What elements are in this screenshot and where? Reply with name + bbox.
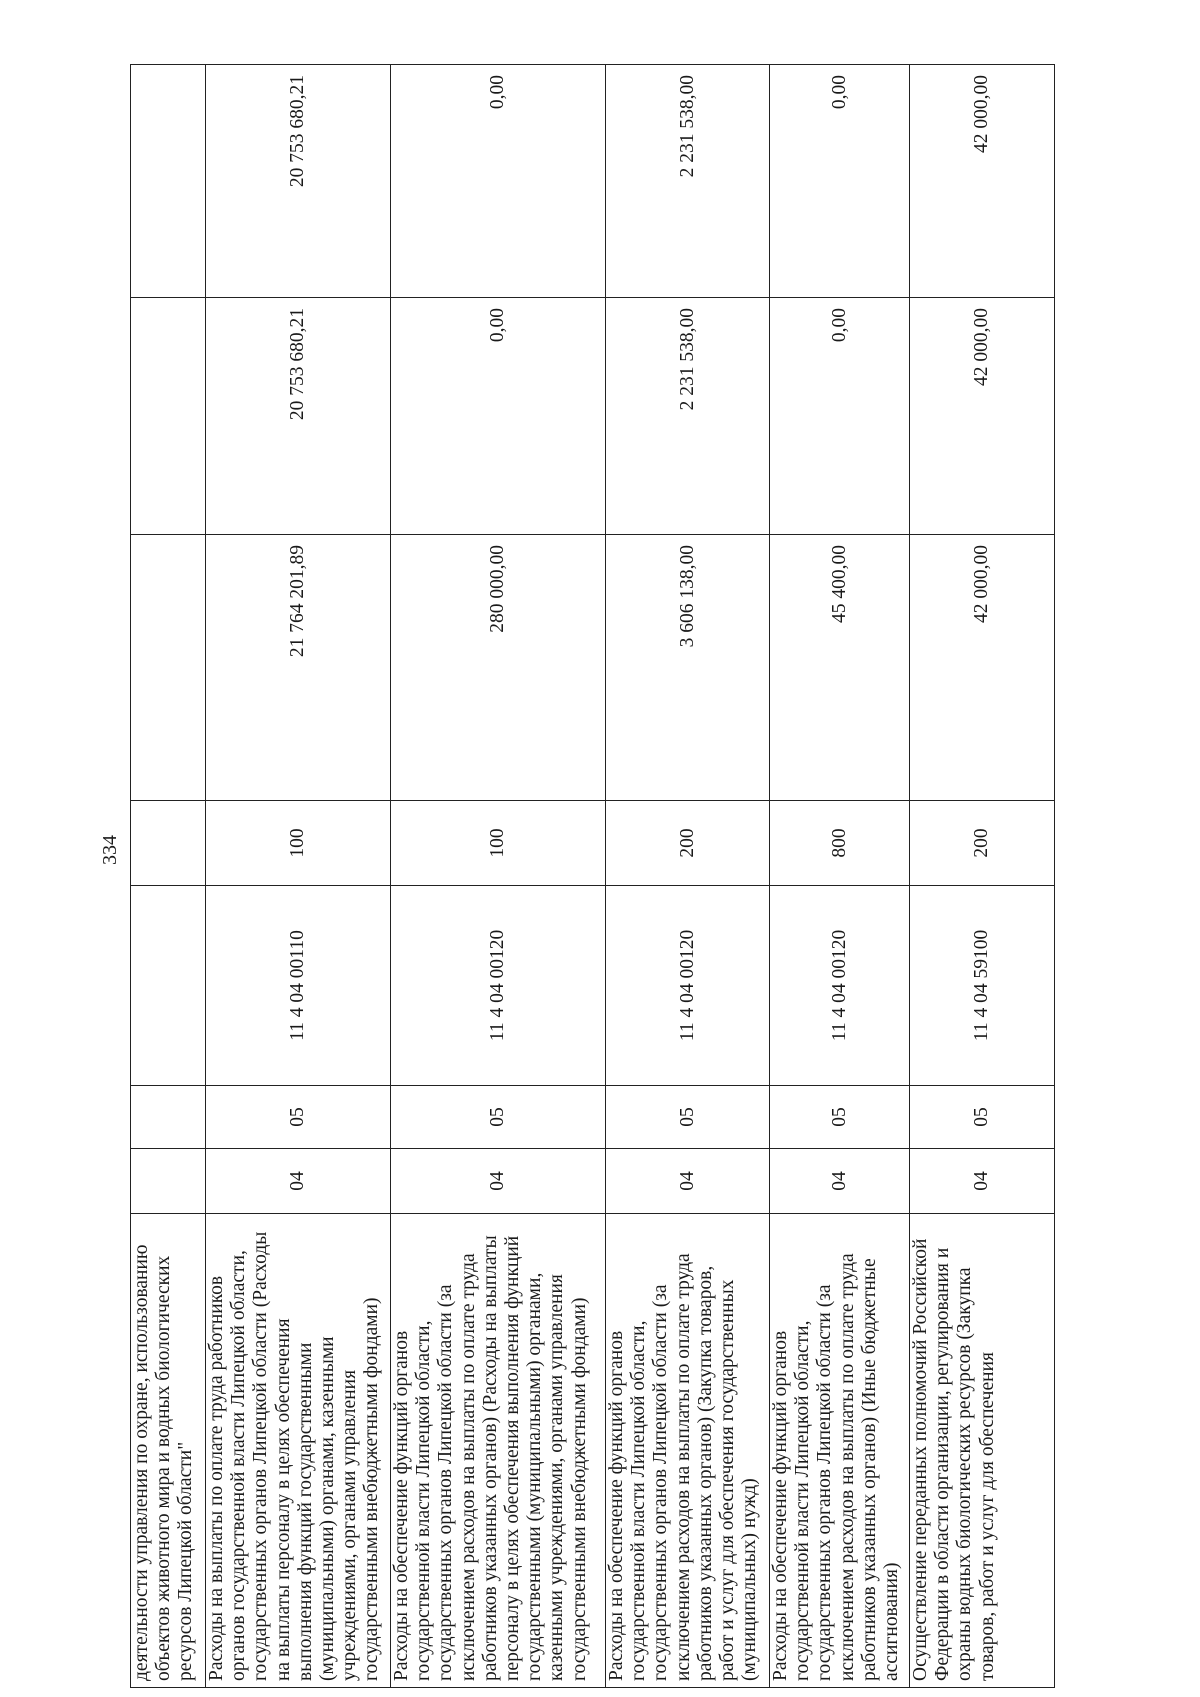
subsection-code: 05 [391,1086,606,1149]
amount-2: 20 753 680,21 [206,298,391,535]
target-article-code: 11 4 04 00120 [770,886,910,1086]
row-description: Осуществление переданных полномочий Российской Федерации в области организации, регулирования и охраны водных биологических ресурсов (Закупка товаров, работ и услуг для обеспечения [910,1214,1055,1688]
subsection-code: 05 [910,1086,1055,1149]
amount-1: 280 000,00 [391,535,606,801]
expense-type-code: 200 [910,801,1055,886]
target-article-code [131,886,206,1086]
target-article-code: 11 4 04 00110 [206,886,391,1086]
amount-3: 0,00 [391,65,606,298]
row-description: Расходы на обеспечение функций органов государственной власти Липецкой области, государственных органов Липецкой области (за исключением расходов на выплаты по оплате труда работников указанных органов) (Закупка товаров, работ и услуг для обеспечения государственных (муниципальных) нужд) [606,1214,770,1688]
row-description: Расходы на выплаты по оплате труда работников органов государственной власти Липецкой области, государственных органов Липецкой области (Расходы на выплаты персоналу в целях обеспечения выполнения функций государственными (муниципальными) органами, казенными учреждениями, органами управления государственными внебюджетными фондами) [206,1214,391,1688]
amount-3: 0,00 [770,65,910,298]
budget-table-frame [130,65,1200,1681]
budget-table-rotated [130,65,1054,1688]
amount-1 [131,535,206,801]
subsection-code: 05 [206,1086,391,1149]
expense-type-code: 800 [770,801,910,886]
amount-1: 21 764 201,89 [206,535,391,801]
section-code: 04 [606,1149,770,1214]
amount-2: 0,00 [391,298,606,535]
table-row [910,65,1055,1688]
expense-type-code [131,801,206,886]
section-code: 04 [910,1149,1055,1214]
table-row [391,65,606,1688]
subsection-code: 05 [606,1086,770,1149]
amount-1: 45 400,00 [770,535,910,801]
amount-2 [131,298,206,535]
amount-1: 3 606 138,00 [606,535,770,801]
amount-3: 20 753 680,21 [206,65,391,298]
table-row [770,65,910,1688]
target-article-code: 11 4 04 00120 [391,886,606,1086]
row-description: деятельности управления по охране, использованию объектов животного мира и водных биологических ресурсов Липецкой области" [131,1214,206,1688]
expense-type-code: 100 [206,801,391,886]
target-article-code: 11 4 04 59100 [910,886,1055,1086]
section-code: 04 [770,1149,910,1214]
amount-3 [131,65,206,298]
amount-2: 2 231 538,00 [606,298,770,535]
expense-type-code: 100 [391,801,606,886]
section-code: 04 [391,1149,606,1214]
table-row [131,65,206,1688]
table-row [206,65,391,1688]
section-code [131,1149,206,1214]
amount-2: 42 000,00 [910,298,1055,535]
subsection-code: 05 [770,1086,910,1149]
amount-1: 42 000,00 [910,535,1055,801]
row-description: Расходы на обеспечение функций органов государственной власти Липецкой области, государственных органов Липецкой области (за исключением расходов на выплаты по оплате труда работников указанных органов) (Иные бюджетные ассигнования) [770,1214,910,1688]
budget-table [130,64,1055,1688]
section-code: 04 [206,1149,391,1214]
expense-type-code: 200 [606,801,770,886]
amount-3: 42 000,00 [910,65,1055,298]
subsection-code [131,1086,206,1149]
amount-3: 2 231 538,00 [606,65,770,298]
target-article-code: 11 4 04 00120 [606,886,770,1086]
table-row [606,65,770,1688]
row-description: Расходы на обеспечение функций органов государственной власти Липецкой области, государственных органов Липецкой области (за исключением расходов на выплаты по оплате труда работников указанных органов) (Расходы на выплаты персоналу в целях обеспечения выполнения функций государственными (муниципальными) органами, казенными учреждениями, органами управления государственными внебюджетными фондами) [391,1214,606,1688]
amount-2: 0,00 [770,298,910,535]
page-number: 334 [99,835,121,865]
